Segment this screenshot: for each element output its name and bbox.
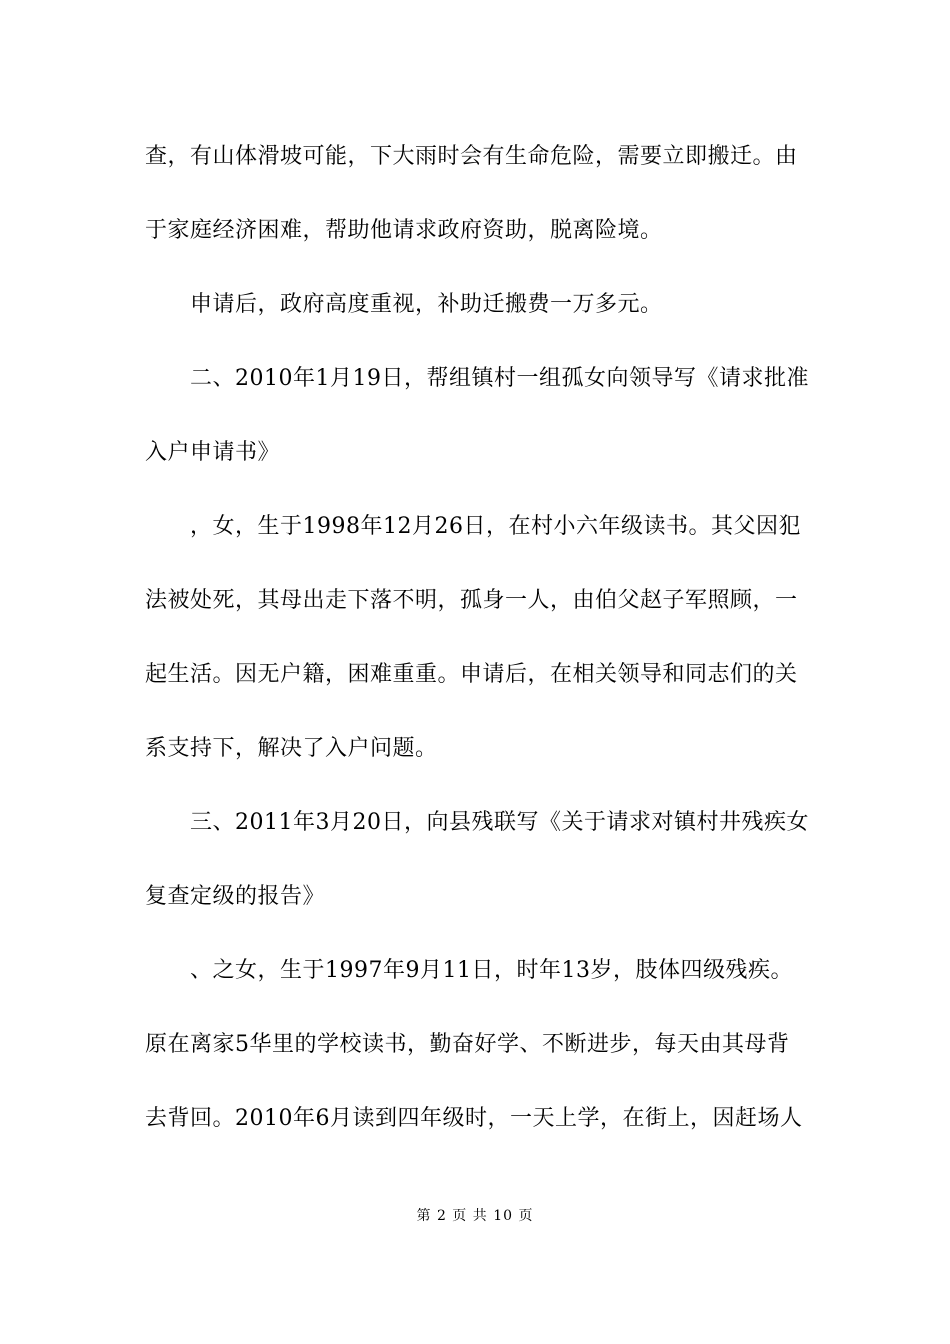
text-line: 原在离家5华里的学校读书，勤奋好学、不断进步，每天由其母背 (145, 1032, 790, 1057)
page-number-footer: 第 2 页 共 10 页 (416, 1208, 534, 1224)
section-heading-line: 二、2010年1月19日，帮组镇村一组孤女向领导写《请求批准 (190, 366, 809, 391)
text-line: 系支持下，解决了入户问题。 (145, 736, 438, 761)
text-line: 法被处死，其母出走下落不明，孤身一人，由伯父赵子军照顾，一 (145, 588, 798, 613)
paragraph-start-line: 、之女，生于1997年9月11日，时年13岁，肢体四级残疾。 (190, 958, 793, 983)
text-line: 查，有山体滑坡可能，下大雨时会有生命危险，需要立即搬迁。由 (145, 144, 798, 169)
text-line: 去背回。2010年6月读到四年级时，一天上学，在街上，因赶场人 (145, 1106, 803, 1131)
paragraph-start-line: 申请后，政府高度重视，补助迁搬费一万多元。 (190, 292, 663, 317)
text-line: 入户申请书》 (145, 440, 281, 465)
paragraph-start-line: ，女，生于1998年12月26日，在村小六年级读书。其父因犯 (190, 514, 801, 539)
text-line: 复查定级的报告》 (145, 884, 326, 909)
text-line: 起生活。因无户籍，困难重重。申请后，在相关领导和同志们的关 (145, 662, 798, 687)
text-line: 于家庭经济困难，帮助他请求政府资助，脱离险境。 (145, 218, 663, 243)
section-heading-line: 三、2011年3月20日，向县残联写《关于请求对镇村井残疾女 (190, 810, 809, 835)
